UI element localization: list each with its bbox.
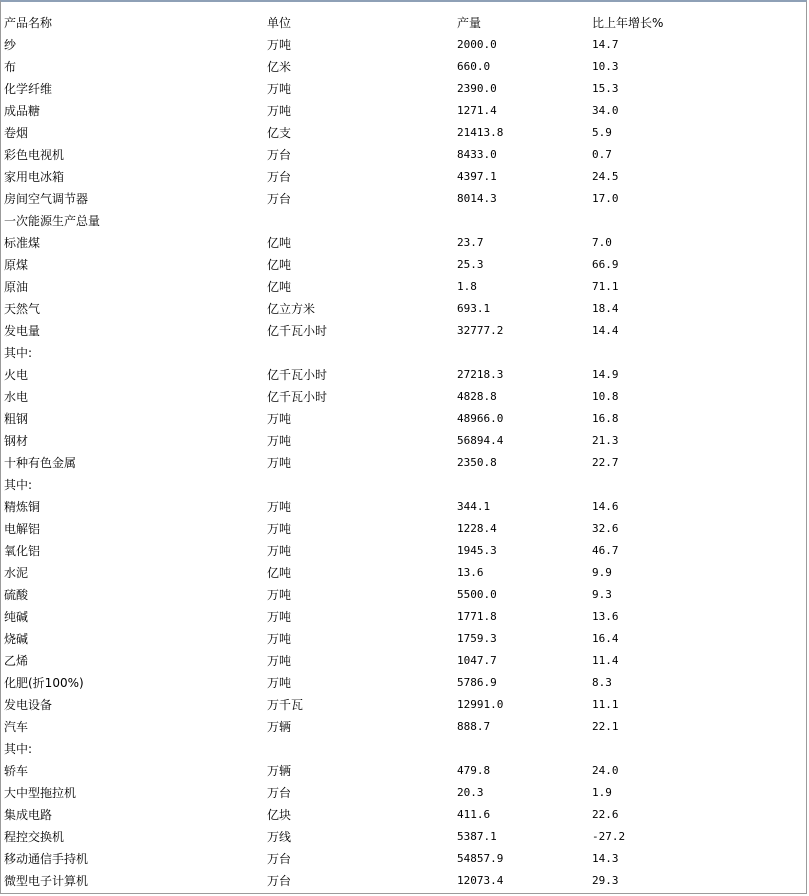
cell-growth: 7.0 — [592, 236, 612, 249]
cell-output: 1228.4 — [457, 522, 497, 535]
cell-output: 1945.3 — [457, 544, 497, 557]
table-row — [4, 496, 792, 518]
table-row — [4, 540, 792, 562]
cell-product-name: 纱 — [4, 38, 17, 52]
cell-product-name: 化学纤维 — [4, 82, 53, 96]
cell-output: 23.7 — [457, 236, 484, 249]
cell-growth — [592, 342, 792, 364]
cell-product-name: 天然气 — [4, 302, 41, 316]
cell-output — [457, 474, 592, 496]
table-row — [4, 474, 792, 496]
cell-product-name: 集成电路 — [4, 808, 53, 822]
cell-output: 54857.9 — [457, 852, 504, 865]
cell-output: 20.3 — [457, 786, 484, 799]
cell-product-name: 大中型拖拉机 — [4, 786, 77, 800]
table-row — [4, 848, 792, 870]
cell-growth: 18.4 — [592, 302, 619, 315]
cell-product-name: 一次能源生产总量 — [4, 214, 101, 228]
cell-product-name: 粗钢 — [4, 412, 29, 426]
table-body — [4, 34, 792, 892]
cell-output: 2390.0 — [457, 82, 497, 95]
cell-product-name: 电解铝 — [4, 522, 41, 536]
table-row — [4, 276, 792, 298]
cell-product-name: 原煤 — [4, 258, 29, 272]
cell-output: 21413.8 — [457, 126, 504, 139]
cell-product-name: 硫酸 — [4, 588, 29, 602]
table-row — [4, 144, 792, 166]
cell-growth: 22.6 — [592, 808, 619, 821]
table-row — [4, 518, 792, 540]
cell-product-name: 纯碱 — [4, 610, 29, 624]
table-row — [4, 870, 792, 892]
table-row — [4, 562, 792, 584]
cell-growth: 8.3 — [592, 676, 612, 689]
cell-unit: 万吨 — [267, 654, 292, 668]
cell-unit: 万吨 — [267, 82, 292, 96]
cell-growth: 16.4 — [592, 632, 619, 645]
table-row — [4, 34, 792, 56]
cell-output: 27218.3 — [457, 368, 504, 381]
cell-product-name: 其中: — [4, 742, 33, 756]
cell-growth: 9.3 — [592, 588, 612, 601]
product-output-table — [4, 12, 792, 892]
table-row — [4, 122, 792, 144]
cell-product-name: 标准煤 — [4, 236, 41, 250]
cell-unit: 万吨 — [267, 544, 292, 558]
cell-product-name: 乙烯 — [4, 654, 29, 668]
cell-output: 56894.4 — [457, 434, 504, 447]
cell-unit: 亿立方米 — [267, 302, 316, 316]
cell-output — [457, 342, 592, 364]
cell-growth: 17.0 — [592, 192, 619, 205]
cell-output: 2000.0 — [457, 38, 497, 51]
cell-unit: 亿块 — [267, 808, 292, 822]
table-row — [4, 452, 792, 474]
cell-product-name: 原油 — [4, 280, 29, 294]
header-output: 产量 — [457, 16, 482, 30]
header-product-name: 产品名称 — [4, 16, 53, 30]
table-row — [4, 826, 792, 848]
cell-output: 1047.7 — [457, 654, 497, 667]
cell-unit: 亿吨 — [267, 566, 292, 580]
cell-growth: 46.7 — [592, 544, 619, 557]
cell-output — [457, 738, 592, 760]
cell-unit: 万吨 — [267, 676, 292, 690]
cell-growth: 21.3 — [592, 434, 619, 447]
table-row — [4, 232, 792, 254]
cell-product-name: 布 — [4, 60, 17, 74]
cell-unit — [267, 210, 457, 232]
cell-growth: 15.3 — [592, 82, 619, 95]
cell-product-name: 发电量 — [4, 324, 41, 338]
table-row — [4, 650, 792, 672]
cell-unit — [267, 474, 457, 496]
cell-output: 5500.0 — [457, 588, 497, 601]
cell-output: 12073.4 — [457, 874, 504, 887]
cell-unit: 万辆 — [267, 764, 292, 778]
cell-growth: 14.9 — [592, 368, 619, 381]
cell-output: 4397.1 — [457, 170, 497, 183]
cell-unit: 万吨 — [267, 456, 292, 470]
table-row — [4, 738, 792, 760]
table-row — [4, 782, 792, 804]
table-row — [4, 298, 792, 320]
cell-unit: 万线 — [267, 830, 292, 844]
cell-product-name: 微型电子计算机 — [4, 874, 89, 888]
cell-unit: 亿米 — [267, 60, 292, 74]
cell-growth: 34.0 — [592, 104, 619, 117]
cell-product-name: 卷烟 — [4, 126, 29, 140]
cell-product-name: 发电设备 — [4, 698, 53, 712]
cell-growth: 13.6 — [592, 610, 619, 623]
table-row — [4, 430, 792, 452]
cell-product-name: 房间空气调节器 — [4, 192, 89, 206]
cell-output: 2350.8 — [457, 456, 497, 469]
table-row — [4, 628, 792, 650]
cell-unit: 亿吨 — [267, 280, 292, 294]
cell-output: 693.1 — [457, 302, 491, 315]
table-row — [4, 364, 792, 386]
table-row — [4, 716, 792, 738]
cell-product-name: 烧碱 — [4, 632, 29, 646]
cell-output: 411.6 — [457, 808, 491, 821]
cell-unit: 万吨 — [267, 434, 292, 448]
cell-unit: 万千瓦 — [267, 698, 304, 712]
cell-growth: 0.7 — [592, 148, 612, 161]
cell-product-name: 其中: — [4, 478, 33, 492]
cell-output: 8433.0 — [457, 148, 497, 161]
table-row — [4, 386, 792, 408]
table-row — [4, 408, 792, 430]
cell-unit: 亿支 — [267, 126, 292, 140]
cell-product-name: 精炼铜 — [4, 500, 41, 514]
cell-unit: 万辆 — [267, 720, 292, 734]
cell-product-name: 水电 — [4, 390, 29, 404]
table-row — [4, 78, 792, 100]
cell-growth: 66.9 — [592, 258, 619, 271]
cell-unit: 万吨 — [267, 412, 292, 426]
cell-growth: 10.8 — [592, 390, 619, 403]
cell-growth: 24.0 — [592, 764, 619, 777]
cell-growth: 14.4 — [592, 324, 619, 337]
cell-unit: 万吨 — [267, 522, 292, 536]
cell-output: 13.6 — [457, 566, 484, 579]
cell-product-name: 移动通信手持机 — [4, 852, 89, 866]
cell-growth: 29.3 — [592, 874, 619, 887]
cell-product-name: 氧化铝 — [4, 544, 41, 558]
table-row — [4, 606, 792, 628]
cell-product-name: 火电 — [4, 368, 29, 382]
cell-growth — [592, 738, 792, 760]
cell-unit: 亿千瓦小时 — [267, 368, 328, 382]
table-row — [4, 694, 792, 716]
cell-unit: 万吨 — [267, 610, 292, 624]
cell-output: 4828.8 — [457, 390, 497, 403]
table-row — [4, 166, 792, 188]
cell-product-name: 轿车 — [4, 764, 29, 778]
table-row — [4, 320, 792, 342]
cell-unit: 亿千瓦小时 — [267, 324, 328, 338]
table-row — [4, 100, 792, 122]
cell-unit: 万吨 — [267, 632, 292, 646]
cell-growth — [592, 474, 792, 496]
cell-unit — [267, 738, 457, 760]
cell-unit: 亿吨 — [267, 236, 292, 250]
cell-product-name: 程控交换机 — [4, 830, 65, 844]
cell-product-name: 水泥 — [4, 566, 29, 580]
table-row — [4, 188, 792, 210]
cell-growth: 14.3 — [592, 852, 619, 865]
cell-growth: 32.6 — [592, 522, 619, 535]
cell-product-name: 汽车 — [4, 720, 29, 734]
cell-unit: 万台 — [267, 852, 292, 866]
table-row — [4, 210, 792, 232]
table-row — [4, 584, 792, 606]
cell-output: 12991.0 — [457, 698, 504, 711]
cell-product-name: 钢材 — [4, 434, 29, 448]
table-row — [4, 760, 792, 782]
table-row — [4, 672, 792, 694]
table-row — [4, 56, 792, 78]
cell-growth: 10.3 — [592, 60, 619, 73]
cell-output — [457, 210, 592, 232]
cell-growth: 14.7 — [592, 38, 619, 51]
cell-unit: 万台 — [267, 192, 292, 206]
cell-output: 1771.8 — [457, 610, 497, 623]
cell-growth: 71.1 — [592, 280, 619, 293]
table-row — [4, 804, 792, 826]
cell-unit: 万台 — [267, 148, 292, 162]
cell-product-name: 家用电冰箱 — [4, 170, 65, 184]
cell-product-name: 成品糖 — [4, 104, 41, 118]
cell-product-name: 十种有色金属 — [4, 456, 77, 470]
cell-output: 1.8 — [457, 280, 477, 293]
cell-growth: 22.7 — [592, 456, 619, 469]
cell-growth: 14.6 — [592, 500, 619, 513]
cell-output: 888.7 — [457, 720, 491, 733]
cell-output: 660.0 — [457, 60, 491, 73]
cell-growth: 24.5 — [592, 170, 619, 183]
header-unit: 单位 — [267, 16, 292, 30]
table-row — [4, 254, 792, 276]
table-row — [4, 342, 792, 364]
cell-product-name: 其中: — [4, 346, 33, 360]
cell-unit: 万台 — [267, 786, 292, 800]
cell-output: 479.8 — [457, 764, 491, 777]
cell-growth: 11.1 — [592, 698, 619, 711]
cell-output: 8014.3 — [457, 192, 497, 205]
cell-unit: 万吨 — [267, 500, 292, 514]
cell-growth: 5.9 — [592, 126, 612, 139]
cell-growth: -27.2 — [592, 830, 626, 843]
cell-unit: 万吨 — [267, 38, 292, 52]
cell-unit: 万吨 — [267, 104, 292, 118]
cell-output: 344.1 — [457, 500, 491, 513]
header-growth: 比上年增长% — [592, 16, 664, 30]
cell-output: 1759.3 — [457, 632, 497, 645]
table-header-row — [4, 12, 792, 34]
cell-unit: 亿吨 — [267, 258, 292, 272]
cell-unit — [267, 342, 457, 364]
cell-growth: 16.8 — [592, 412, 619, 425]
cell-growth: 22.1 — [592, 720, 619, 733]
cell-product-name: 彩色电视机 — [4, 148, 65, 162]
cell-unit: 亿千瓦小时 — [267, 390, 328, 404]
cell-output: 25.3 — [457, 258, 484, 271]
cell-product-name: 化肥(折100%) — [4, 676, 84, 690]
cell-growth: 11.4 — [592, 654, 619, 667]
cell-growth: 1.9 — [592, 786, 612, 799]
cell-unit: 万台 — [267, 874, 292, 888]
cell-output: 5387.1 — [457, 830, 497, 843]
cell-output: 5786.9 — [457, 676, 497, 689]
cell-unit: 万吨 — [267, 588, 292, 602]
cell-growth — [592, 210, 792, 232]
cell-output: 1271.4 — [457, 104, 497, 117]
cell-output: 48966.0 — [457, 412, 504, 425]
cell-unit: 万台 — [267, 170, 292, 184]
cell-output: 32777.2 — [457, 324, 504, 337]
cell-growth: 9.9 — [592, 566, 612, 579]
